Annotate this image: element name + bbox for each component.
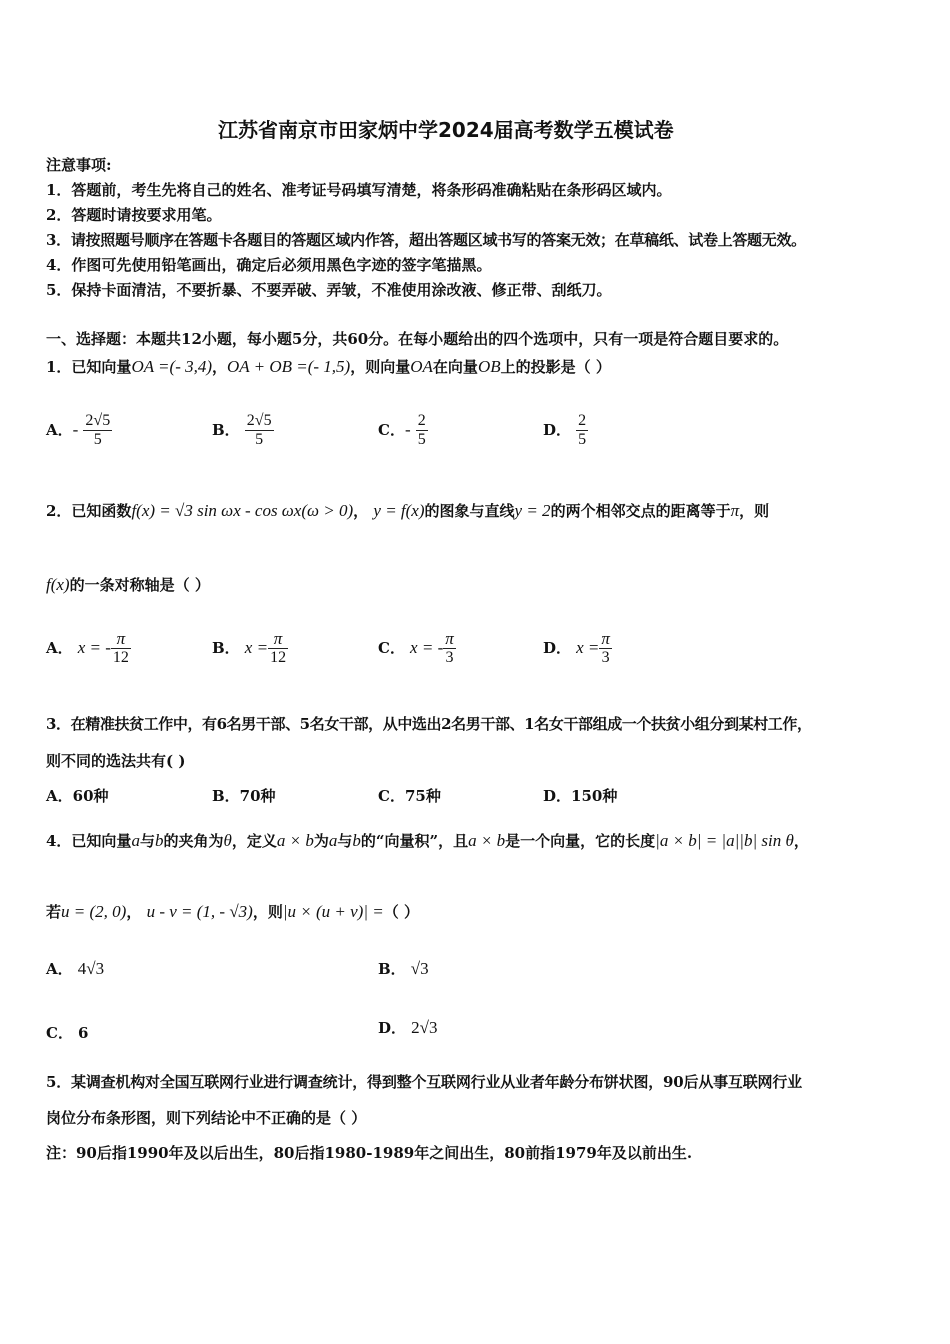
- q4-option-d[interactable]: D． 2√3: [378, 1018, 438, 1037]
- question-2-stem-cont: f(x)的一条对称轴是（ ）: [46, 575, 210, 594]
- q4-option-c[interactable]: C． 6: [46, 1024, 89, 1042]
- q2-option-a[interactable]: A． x = - $\frac{\pi}{12}$: [46, 629, 129, 666]
- page-title: 江苏省南京市田家炳中学2024届高考数学五模试卷: [218, 118, 674, 142]
- math-expr: u = (2, 0): [61, 902, 127, 921]
- question-4-stem-cont: 若u = (2, 0)， u - v = (1, - √3)，则|u × (u + v)| =（ ）: [46, 902, 419, 921]
- section-header: 一、选择题：本题共12小题，每小题5分，共60分。在每小题给出的四个选项中，只有一项是符合题目要求的。: [46, 330, 789, 348]
- math-expr: u - v = (1, - √3): [146, 902, 253, 921]
- q1-option-c[interactable]: C．- $\frac{2}{5}$: [378, 412, 426, 448]
- question-5-stem-cont: 岗位分布条形图，则下列结论中不正确的是（ ）: [46, 1109, 367, 1127]
- q2-option-d[interactable]: D． x = $\frac{\pi}{3}$: [543, 629, 610, 666]
- question-3-stem-cont: 则不同的选法共有( ): [46, 752, 186, 770]
- math-expr: y = 2: [514, 501, 551, 520]
- question-4-stem: 4．已知向量a与b的夹角为θ，定义a × b为a与b的“向量积”，且a × b是一个向量，它的长度|a × b| = |a||b| sin θ，: [46, 831, 809, 850]
- q3-option-a[interactable]: A．60种: [46, 787, 109, 805]
- math-expr: y = f(x): [373, 501, 425, 520]
- math-expr: OA =(- 3,4): [131, 357, 213, 376]
- q4-option-a[interactable]: A． 4√3: [46, 959, 105, 978]
- q2-option-b[interactable]: B． x = $\frac{\pi}{12}$: [212, 629, 287, 666]
- math-expr: OA: [410, 357, 433, 376]
- math-expr: π: [730, 501, 740, 520]
- note-item: 5．保持卡面清洁，不要折暴、不要弄破、弄皱，不准使用涂改液、修正带、刮纸刀。: [46, 281, 612, 299]
- q1-option-b[interactable]: B． $\frac{2√5}{5}$: [212, 412, 272, 448]
- question-5-note: 注：90后指1990年及以后出生，80后指1980-1989年之间出生，80前指1979年及以前出生.: [46, 1144, 693, 1162]
- q4-option-b[interactable]: B． √3: [378, 959, 429, 978]
- question-2-stem: 2．已知函数f(x) = √3 sin ωx - cos ωx(ω > 0)， y = f(x)的图象与直线y = 2的两个相邻交点的距离等于π，则: [46, 501, 770, 520]
- math-expr: |a × b| = |a||b| sin θ: [655, 831, 794, 850]
- note-item: 4．作图可先使用铅笔画出，确定后必须用黑色字迹的签字笔描黑。: [46, 256, 492, 274]
- math-expr: f(x) = √3 sin ωx - cos ωx(ω > 0): [131, 501, 354, 520]
- q1-option-a[interactable]: A．- $\frac{2√5}{5}$: [46, 412, 111, 448]
- question-5-stem: 5．某调查机构对全国互联网行业进行调查统计，得到整个互联网行业从业者年龄分布饼状图，90后从事互联网行业: [46, 1073, 802, 1091]
- note-item: 2．答题时请按要求用笔。: [46, 206, 222, 224]
- q1-option-d[interactable]: D． $\frac{2}{5}$: [543, 412, 587, 448]
- q2-option-c[interactable]: C． x = - $\frac{\pi}{3}$: [378, 629, 454, 666]
- math-expr: OA + OB =(- 1,5): [227, 357, 351, 376]
- note-item: 3．请按照题号顺序在答题卡各题目的答题区域内作答，超出答题区域书写的答案无效；在草稿纸、试卷上答题无效。: [46, 231, 806, 249]
- math-expr: f(x): [46, 575, 70, 594]
- math-expr: OB: [477, 357, 501, 376]
- q3-option-d[interactable]: D．150种: [543, 787, 618, 805]
- note-item: 1．答题前，考生先将自己的姓名、准考证号码填写清楚，将条形码准确粘贴在条形码区域内。: [46, 181, 672, 199]
- question-1-stem: 1．已知向量OA =(- 3,4)，OA + OB =(- 1,5)，则向量OA在向量OB上的投影是（ ）: [46, 357, 611, 376]
- math-expr: |u × (u + v)| =: [282, 902, 384, 921]
- notes-heading: 注意事项:: [46, 156, 112, 174]
- question-3-stem: 3．在精准扶贫工作中，有6名男干部、5名女干部，从中选出2名男干部、1名女干部组成一个扶贫小组分到某村工作，: [46, 715, 812, 733]
- q3-option-b[interactable]: B．70种: [212, 787, 276, 805]
- q3-option-c[interactable]: C．75种: [378, 787, 441, 805]
